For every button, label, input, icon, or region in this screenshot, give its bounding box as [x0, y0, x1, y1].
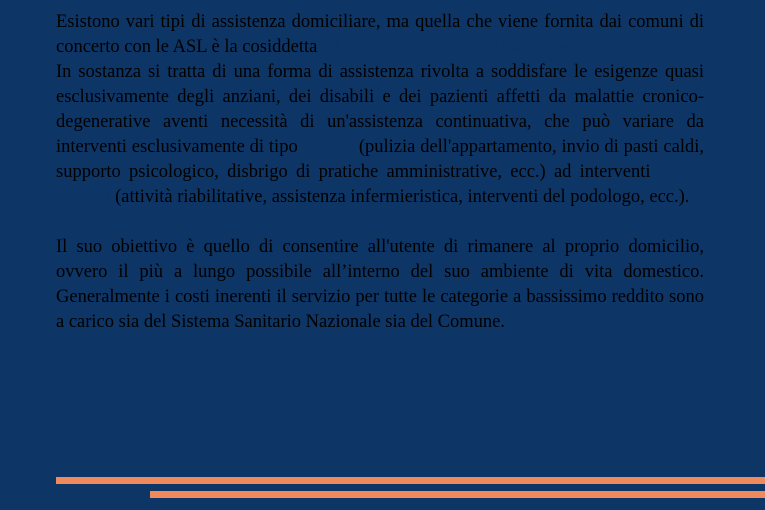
- sociale-link[interactable]: sociale: [302, 137, 354, 157]
- description-text-2: (pulizia dell'appartamento, invio di pasti caldi, supporto psicologico, disbrigo di pratiche amministrative, ecc.) ad interventi: [56, 137, 704, 182]
- paragraph-objective: Il suo obiettivo è quello di consentire all'utente di rimanere al proprio domicilio, ovvero il più a lungo possibile all’interno del suo ambiente di vita domestico. Generalmente i costi inerenti il servizio per tutte le categorie a bassissimo reddito sono a carico sia del Sistema Sanitario Nazionale sia del Comune.: [56, 237, 704, 332]
- socio-sanitari-link[interactable]: socio-sanitari: [56, 162, 704, 207]
- paragraph-intro: [56, 10, 704, 60]
- accent-bar-top: [56, 477, 765, 484]
- description-text-1: In sostanza si tratta di una forma di assistenza rivolta a soddisfare le esigenze quasi esclusivamente degli anziani, dei disabili e dei pazienti affetti da malattie cronico-degenerative aventi necessità di un'assistenza continuativa, che può variare da interventi esclusivamente di tipo: [56, 62, 704, 157]
- slide-text: [56, 10, 704, 335]
- intro-text: Esistono vari tipi di assistenza domiciliare, ma quella che viene fornita dai comuni di concerto con le ASL è la cosiddetta: [56, 12, 704, 57]
- paragraph-gap: [56, 210, 704, 235]
- description-text-3: (attività riabilitative, assistenza infermieristica, interventi del podologo, ecc.).: [110, 187, 690, 207]
- paragraph-description: [56, 60, 704, 210]
- adi-link[interactable]: ADI (Assistenza domiciliare integrata).: [320, 37, 613, 57]
- accent-bar-bottom: [150, 491, 765, 498]
